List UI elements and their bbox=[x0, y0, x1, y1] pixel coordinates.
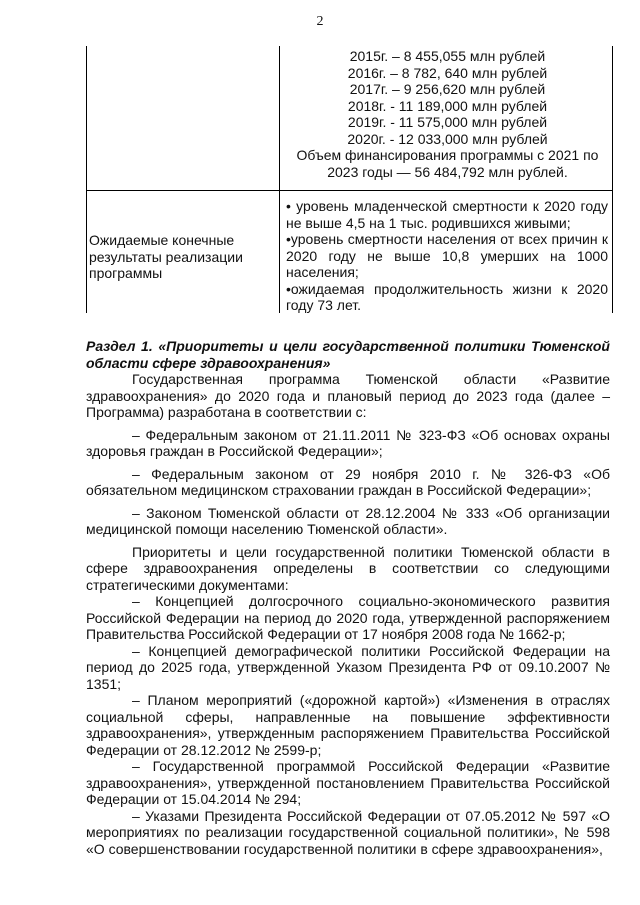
document-item: – Концепцией демографической политики Российской Федерации на период до 2025 года, утвержденной Указом Президента РФ от 09.10.2007 № 1351; bbox=[86, 642, 610, 692]
law-item: – Федеральным законом от 21.11.2011 № 323-ФЗ «Об основах охраны здоровья граждан в Российской Федерации»; bbox=[86, 426, 610, 459]
document-item: – Указами Президента Российской Федерации от 07.05.2012 № 597 «О мероприятиях по реализации государственной социальной политики», № 598 «О совершенствовании государственной политики в сфере здравоохранения», bbox=[86, 807, 610, 857]
table-column-divider bbox=[279, 46, 280, 313]
document-item: – Планом мероприятий («дорожной картой») «Изменения в отраслях социальной сферы, направленные на повышение эффективности здравоохранения», утвержденным распоряжением Правительства Российской Федерации от 28.12.2012 № 2599-р; bbox=[86, 692, 610, 758]
section-1 bbox=[86, 338, 610, 857]
funding-line: 2020г. - 12 033,000 млн рублей bbox=[347, 130, 548, 147]
results-cell bbox=[286, 198, 608, 314]
funding-cell bbox=[282, 48, 613, 180]
document-item: – Государственной программой Российской Федерации «Развитие здравоохранения», утвержденной постановлением Правительства Российской Федерации от 15.04.2014 № 294; bbox=[86, 758, 610, 807]
results-label: Ожидаемые конечные результаты реализации программы bbox=[89, 232, 243, 281]
funding-line: 2015г. – 8 455,055 млн рублей bbox=[349, 48, 546, 64]
funding-line: 2019г. - 11 575,000 млн рублей bbox=[347, 114, 548, 130]
priorities-intro: Приоритеты и цели государственной политики Тюменской области в сфере здравоохранения определены в соответствии со следующими стратегическими документами: bbox=[86, 543, 610, 593]
funding-line: 2018г. - 11 189,000 млн рублей bbox=[347, 97, 548, 114]
table-row-divider bbox=[86, 190, 613, 191]
funding-line: 2016г. – 8 782, 640 млн рублей bbox=[347, 64, 548, 81]
passport-table bbox=[86, 46, 613, 313]
funding-line: 2017г. – 9 256,620 млн рублей bbox=[349, 81, 546, 97]
section-heading: Раздел 1. «Приоритеты и цели государственной политики Тюменской области сфере здравоохранения» bbox=[86, 338, 610, 371]
result-item: • уровень младенческой смертности к 2020 году не выше 4,5 на 1 тыс. родившихся живыми; bbox=[286, 198, 608, 231]
document-item: – Концепцией долгосрочного социально-экономического развития Российской Федерации на период до 2020 года, утвержденной распоряжением Правительства Российской Федерации от 17 ноября 2008 года № 1662-р; bbox=[86, 593, 610, 642]
result-item: •ожидаемая продолжительность жизни к 2020 году 73 лет. bbox=[286, 280, 608, 313]
table-border-left bbox=[86, 46, 87, 313]
law-item: – Законом Тюменской области от 28.12.2004 № 333 «Об организации медицинской помощи населению Тюменской области». bbox=[86, 504, 610, 537]
funding-total-line: Объем финансирования программы с 2021 по bbox=[296, 147, 599, 163]
page-number: 2 bbox=[316, 14, 324, 29]
section-intro: Государственная программа Тюменской области «Развитие здравоохранения» до 2020 года и плановый период до 2023 года (далее – Программа) разработана в соответствии с: bbox=[86, 371, 610, 420]
law-item: – Федеральным законом от 29 ноября 2010 г. № 326-ФЗ «Об обязательном медицинском страховании граждан в Российской Федерации»; bbox=[86, 465, 610, 498]
funding-total-line: 2023 годы — 56 484,792 млн рублей. bbox=[327, 163, 568, 180]
result-item: •уровень смертности населения от всех причин к 2020 году не выше 10,8 умерших на 1000 населения; bbox=[286, 231, 608, 280]
